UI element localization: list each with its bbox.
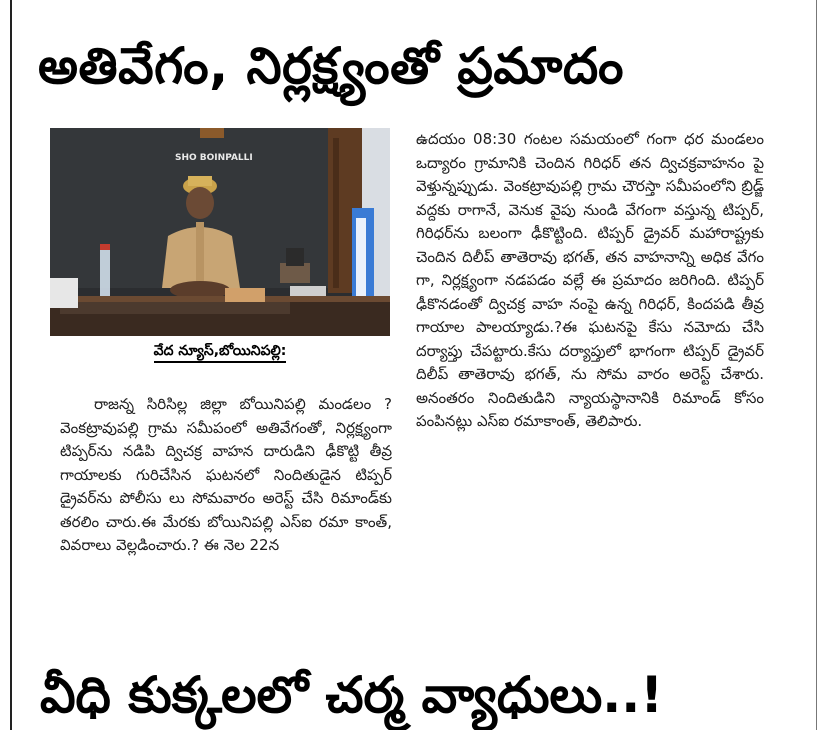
right-page-edge <box>816 0 817 730</box>
next-article-headline: వీధి కుక్కలలో చర్మ వ్యాధులు..! <box>40 666 664 724</box>
byline <box>50 343 390 362</box>
byline-text: వేద న్యూస్,బోయినిపల్లి: <box>154 343 287 363</box>
left-column-rule <box>10 0 12 730</box>
article-body-right-column: ఉదయం 08:30 గంటల సమయంలో గంగా ధర మండలం ఒద్యారం గ్రామానికి చెందిన గిరిధర్ తన ద్విచక్రవాహనం పై వెళ్తున్నప్పుడు. వెంకట్రావుపల్లి గ్రామ చౌరస్తా సమీపంలోని బ్రిడ్జ్ వద్దకు రాగానే, వెనుక వైపు నుండి వేగంగా వస్తున్న టిప్పర్, గిరిధర్‌ను బలంగా ఢీకొట్టింది. టిప్పర్ డ్రైవర్ మహారాష్ట్రకు చెందిన దిలీప్ తాతెరావు భగత్, తన వాహనాన్ని అధిక వేగం గా, నిర్లక్ష్యంగా నడపడం వల్లే ఈ ప్రమాదం జరిగింది. టిప్పర్ ఢీకొనడంతో ద్విచక్ర వాహ నంపై ఉన్న గిరిధర్, కిందపడి తీవ్ర గాయాల పాలయ్యాడు.?ఈ ఘటనపై కేసు నమోదు చేసి దర్యాప్తు చేపట్టారు.కేసు దర్యాప్తులో భాగంగా టిప్పర్ డ్రైవర్ దిలీప్ తాతెరావు భగత్, ను సోమ వారం అరెస్ట్ చేశారు. అనంతరం నిందితుడిని న్యాయస్థానానికి రిమాండ్ కోసం పంపినట్లు ఎస్ఐ రమాకాంత్, తెలిపారు. <box>416 130 764 430</box>
nameplate-text: SHO BOINPALLI <box>175 153 253 163</box>
article-body-left-column: రాజన్న సిరిసిల్ల జిల్లా బోయినిపల్లి మండలం ?వెంకట్రావుపల్లి గ్రామ సమీపంలో అతివేగంతో, నిర్లక్ష్యంగా టిప్పర్‌ను నడిపి ద్విచక్ర వాహన దారుడిని ఢీకొట్టి తీవ్ర గాయాలకు గురిచేసిన ఘటనలో నిందితుడైన టిప్పర్ డ్రైవర్‌ను పోలీసు లు సోమవారం అరెస్ట్ చేసి రిమాండ్‌కు తరలిం చారు.ఈ మేరకు బోయినిపల్లి ఎస్ఐ రమా కాంత్, వివరాలు వెల్లడించారు.? ఈ నెల 22న <box>60 395 392 554</box>
news-photo-police-officer <box>50 128 390 336</box>
article-headline: అతివేగం, నిర్లక్ష్యంతో ప్రమాదం <box>38 37 625 95</box>
